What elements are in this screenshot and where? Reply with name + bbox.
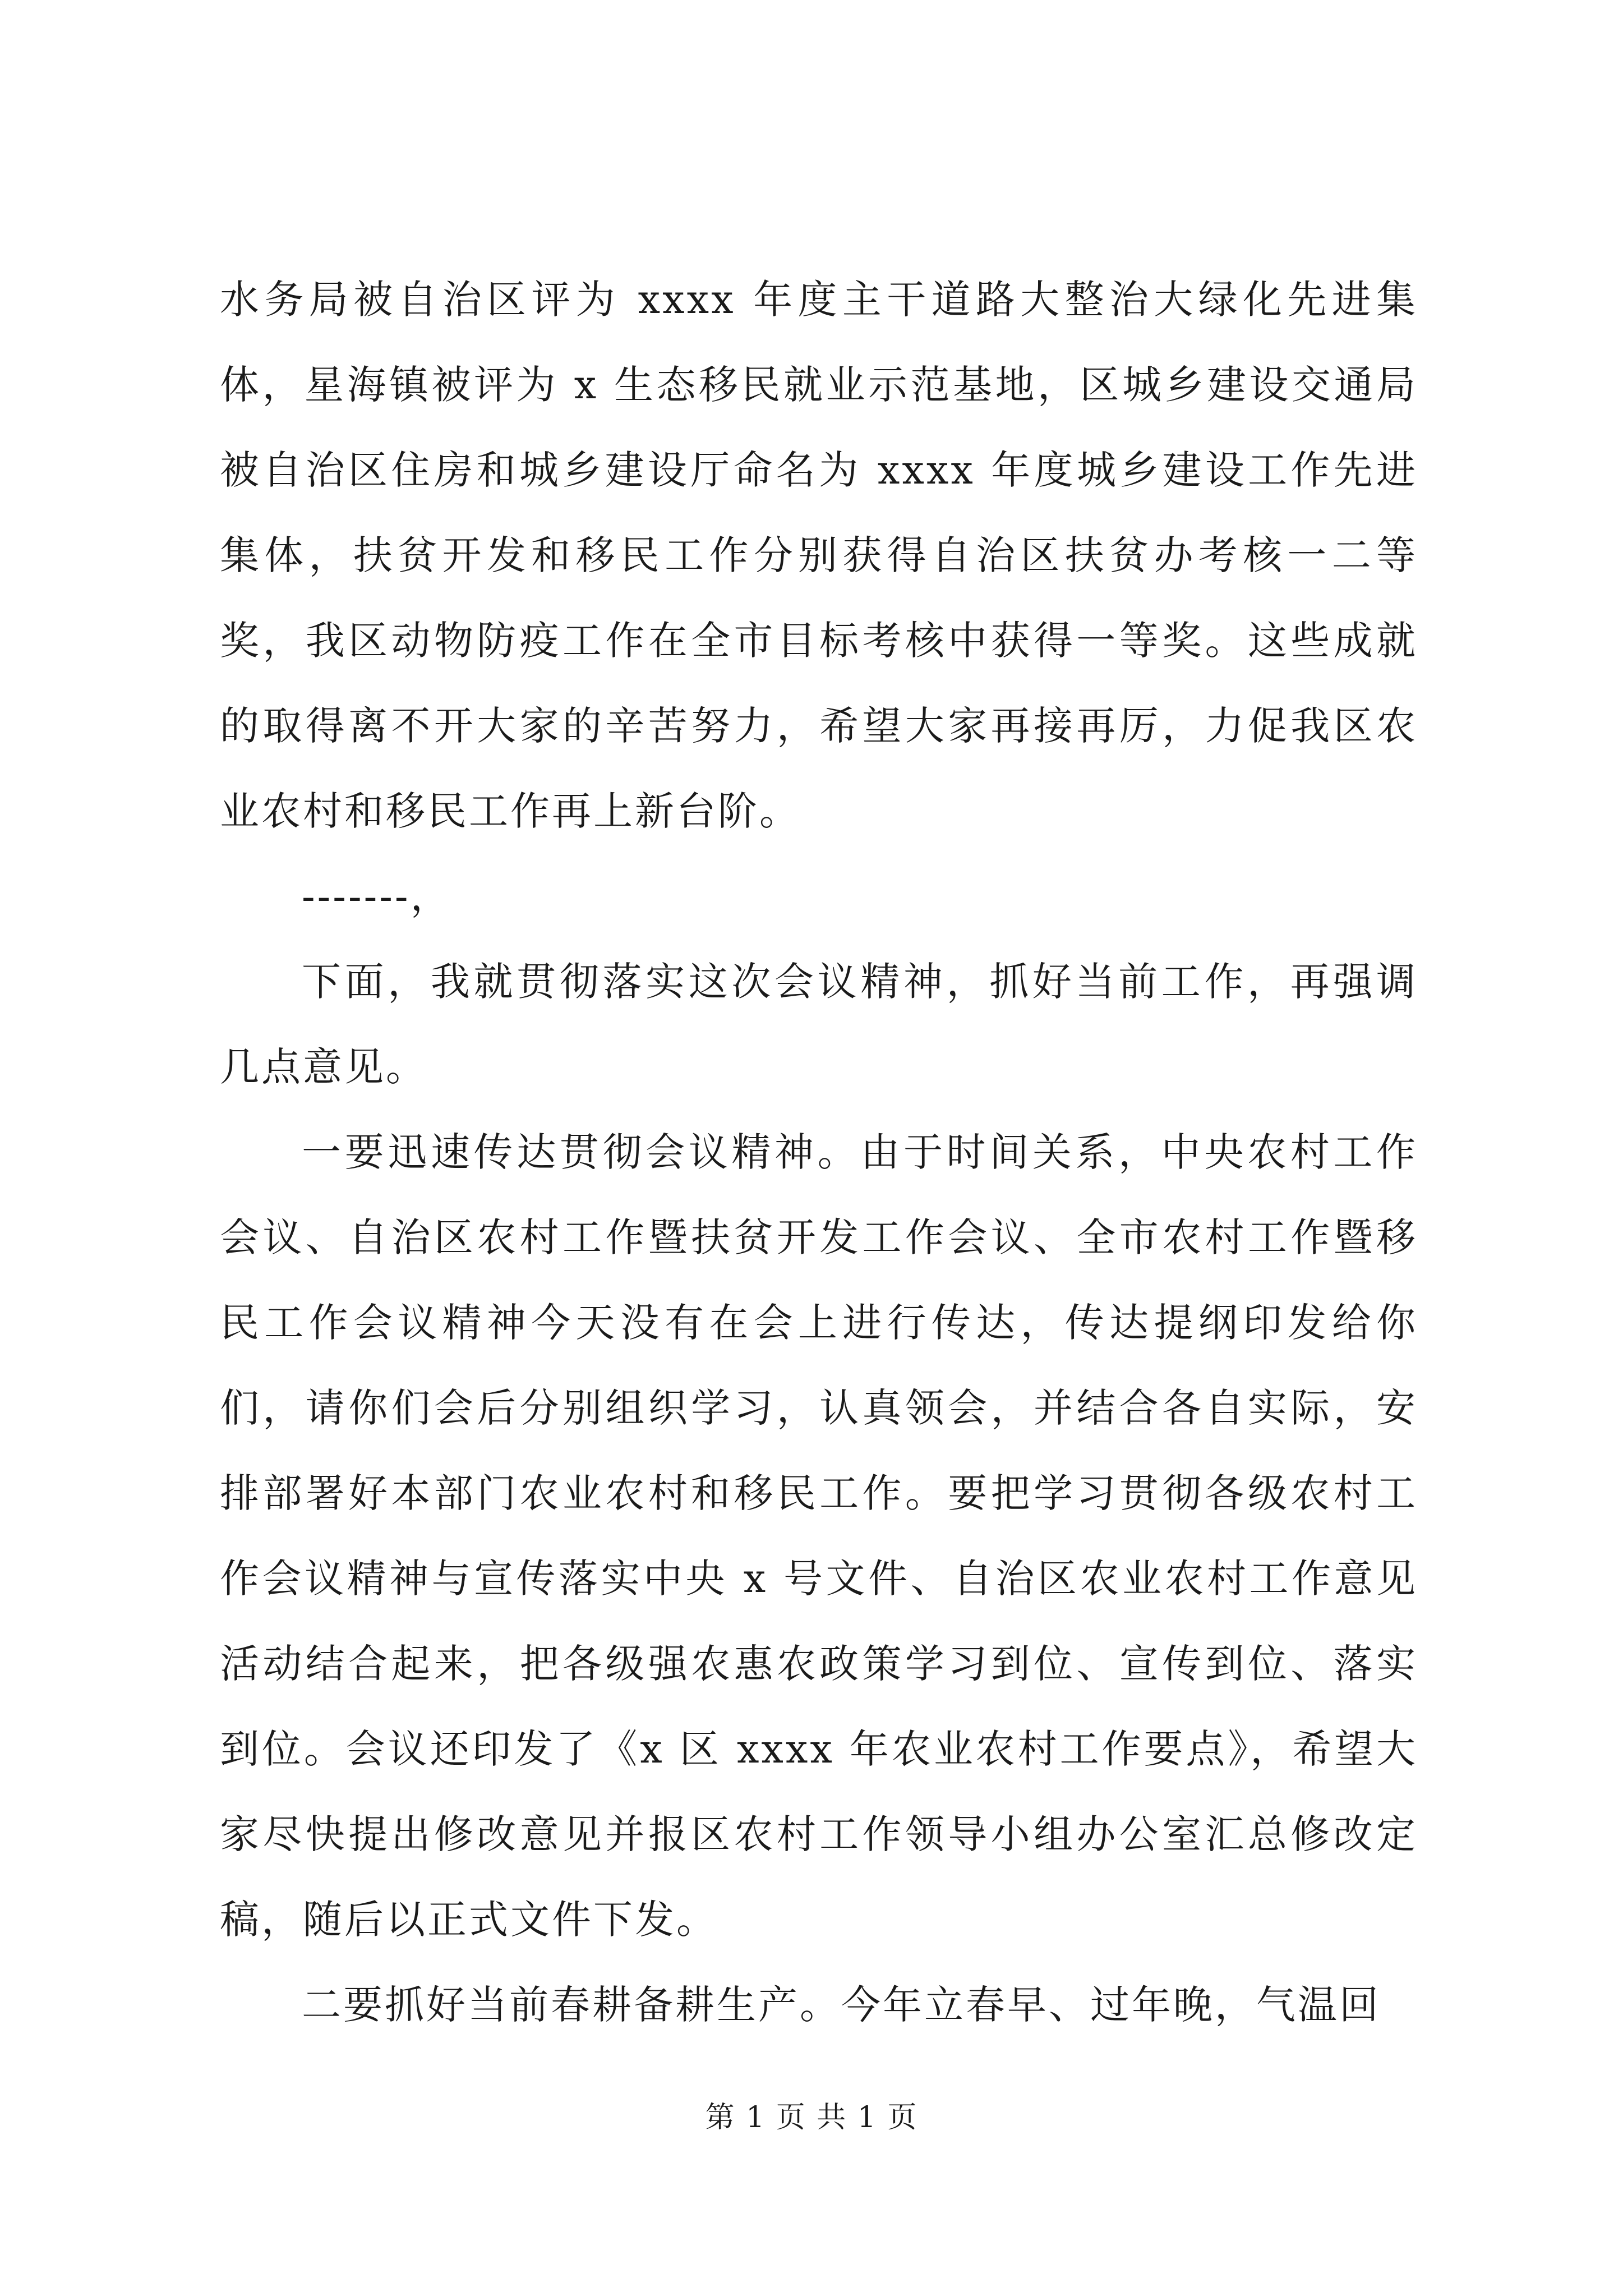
page-number-label: 第 1 页 共 1 页 <box>705 2101 918 2134</box>
paragraph-5: 二要抓好当前春耕备耕生产。今年立春早、过年晚，气温回 <box>302 1982 1381 2028</box>
page-footer <box>0 2098 1623 2137</box>
document-body <box>220 257 1418 2047</box>
paragraph-1: 水务局被自治区评为 xxxx 年度主干道路大整治大绿化先进集体，星海镇被评为 x 生态移民就业示范基地，区城乡建设交通局被自治区住房和城乡建设厅命名为 xxxx 年度城乡建设工作先进集体，扶贫开发和移民工作分别获得自治区扶贫办考核一二等奖，我区动物防疫工作在全市目标考核中获得一等奖。这些成就的取得离不开大家的辛苦努力，希望大家再接再厉，力促我区农业农村和移民工作再上新台阶。 <box>220 277 1418 834</box>
paragraph-2: -------， <box>302 873 452 919</box>
paragraph-3: 下面，我就贯彻落实这次会议精神，抓好当前工作，再强调几点意见。 <box>220 959 1418 1090</box>
paragraph-4: 一要迅速传达贯彻会议精神。由于时间关系，中央农村工作会议、自治区农村工作暨扶贫开发工作会议、全市农村工作暨移民工作会议精神今天没有在会上进行传达，传达提纲印发给你们，请你们会后分别组织学习，认真领会，并结合各自实际，安排部署好本部门农业农村和移民工作。要把学习贯彻各级农村工作会议精神与宣传落实中央 x 号文件、自治区农业农村工作意见活动结合起来，把各级强农惠农政策学习到位、宣传到位、落实到位。会议还印发了《x 区 xxxx 年农业农村工作要点》，希望大家尽快提出修改意见并报区农村工作领导小组办公室汇总修改定稿，随后以正式文件下发。 <box>220 1129 1418 1943</box>
